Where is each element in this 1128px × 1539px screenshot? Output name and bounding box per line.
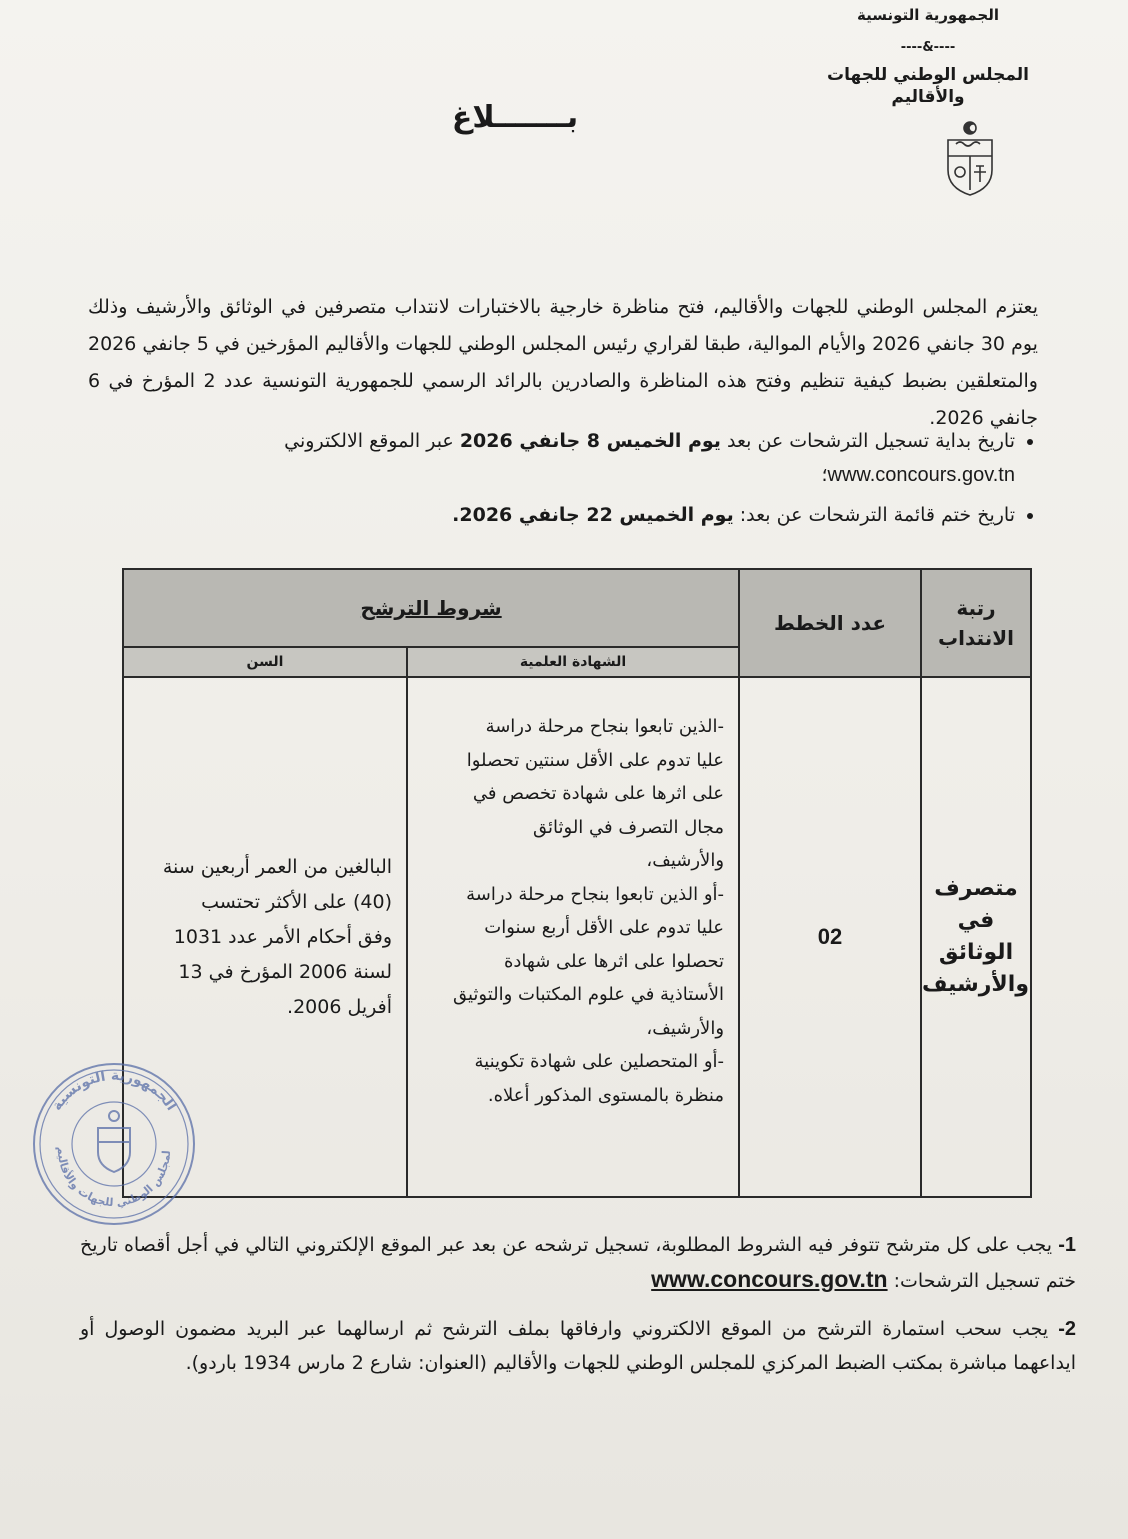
column-header-age: السن	[123, 647, 407, 677]
announcement-title: بـــــــلاغ	[451, 100, 579, 135]
start-date-prefix: تاريخ بداية تسجيل الترشحات عن بعد	[726, 430, 1015, 452]
country-name: الجمهورية التونسية	[857, 6, 999, 24]
note-2-text: يجب سحب استمارة الترشح من الموقع الالكتروني وارفاقها بملف الترشح ثم ارسالهما عبر البريد مضمون الوصول أو ايداعهما مباشرة بمكتب الضبط المركزي للمجلس الوطني للجهات والأقاليم (العنوان: شارع 2 مارس 1934 باردو).	[80, 1318, 1076, 1374]
table-row	[123, 677, 1031, 1197]
column-header-degree: الشهادة العلمية	[407, 647, 739, 677]
list-item-end-date	[130, 498, 1015, 532]
website-link-inline[interactable]: www.concours.gov.tn	[827, 464, 1015, 486]
degree-line: عليا تدوم على الأقل أربع سنوات	[484, 917, 725, 938]
degree-line: مجال التصرف في الوثائق	[533, 816, 725, 838]
age-line: وفق أحكام الأمر عدد 1031	[173, 925, 393, 948]
notes-section	[80, 1228, 1076, 1394]
intro-paragraph: يعتزم المجلس الوطني للجهات والأقاليم، فتح مناظرة خارجية بالاختبارات لانتداب متصرفين في الوثائق والأرشيف وذلك يوم 30 جانفي 2026 والأيام الموالية، طبقا لقراري رئيس المجلس الوطني للجهات والأقاليم المؤرخين في 5 جانفي 2026 والمتعلقين بضبط كيفية تنظيم وفتح هذه المناظرة والصادرين بالرائد الرسمي للجمهورية التونسية عدد 2 المؤرخ في 6 جانفي 2026.	[88, 296, 1038, 429]
list-item-start-date	[130, 424, 1015, 492]
stamp-text-bottom: لمجلس الوطني للجهات والأقاليم	[54, 1146, 174, 1210]
degree-line: عليا تدوم على الأقل سنتين تحصلوا	[466, 749, 725, 771]
degree-line: -الذين تابعوا بنجاح مرحلة دراسة	[485, 716, 725, 737]
note-1-number: 1-	[1058, 1234, 1076, 1256]
age-line: أفريل 2006.	[287, 995, 393, 1018]
start-date-tail: ؛	[821, 464, 828, 486]
note-1	[80, 1228, 1076, 1298]
dates-list	[130, 424, 1043, 538]
degree-line: -أو المتحصلين على شهادة تكوينية	[474, 1051, 725, 1072]
degree-line: منظرة بالمستوى المذكور أعلاه.	[487, 1084, 725, 1106]
note-2	[80, 1312, 1076, 1380]
svg-text:الجمهورية التونسية	[49, 1068, 179, 1114]
start-date-value: يوم الخميس 8 جانفي 2026	[459, 430, 721, 452]
end-date-prefix: تاريخ ختم قائمة الترشحات عن بعد:	[739, 504, 1015, 526]
degree-line: الأستاذية في علوم المكتبات والتوثيق	[452, 984, 725, 1005]
requirements-table	[122, 568, 1032, 1198]
cell-rank: متصرف في الوثائق والأرشيف	[921, 677, 1031, 1197]
stamp-text-top: الجمهورية التونسية	[48, 1067, 180, 1114]
column-header-rank: رتبة الانتداب	[921, 569, 1031, 677]
end-date-value: يوم الخميس 22 جانفي 2026.	[452, 504, 734, 526]
degree-line: والأرشيف،	[646, 1017, 725, 1039]
official-stamp	[28, 1058, 200, 1230]
degree-line: -أو الذين تابعوا بنجاح مرحلة دراسة	[466, 883, 725, 905]
letterhead	[798, 6, 1058, 109]
cell-degree	[407, 677, 739, 1197]
age-line: البالغين من العمر أربعين سنة	[162, 855, 393, 878]
degree-line: والأرشيف،	[646, 850, 725, 871]
age-line: لسنة 2006 المؤرخ في 13	[178, 960, 393, 983]
note-2-number: 2-	[1058, 1318, 1076, 1340]
column-header-conditions: شروط الترشح	[123, 569, 739, 647]
column-header-count: عدد الخطط	[739, 569, 921, 677]
degree-line: تحصلوا على اثرها على شهادة	[503, 950, 725, 972]
cell-count: 02	[739, 677, 921, 1197]
coat-of-arms-icon	[940, 118, 1000, 198]
council-name: المجلس الوطني للجهات والأقاليم	[827, 65, 1029, 108]
note-1-text: يجب على كل مترشح تتوفر فيه الشروط المطلوبة، تسجيل ترشحه عن بعد عبر الموقع الإلكتروني التالي في أجل أقصاه تاريخ ختم تسجيل الترشحات:	[80, 1234, 1076, 1292]
degree-line: على اثرها على شهادة تخصص في	[472, 783, 725, 804]
age-line: (40) على الأكثر تحتسب	[201, 890, 393, 913]
header-separator: ----&----	[900, 39, 956, 55]
website-link[interactable]: www.concours.gov.tn	[651, 1266, 888, 1292]
start-date-suffix: عبر الموقع الالكتروني	[284, 430, 454, 452]
